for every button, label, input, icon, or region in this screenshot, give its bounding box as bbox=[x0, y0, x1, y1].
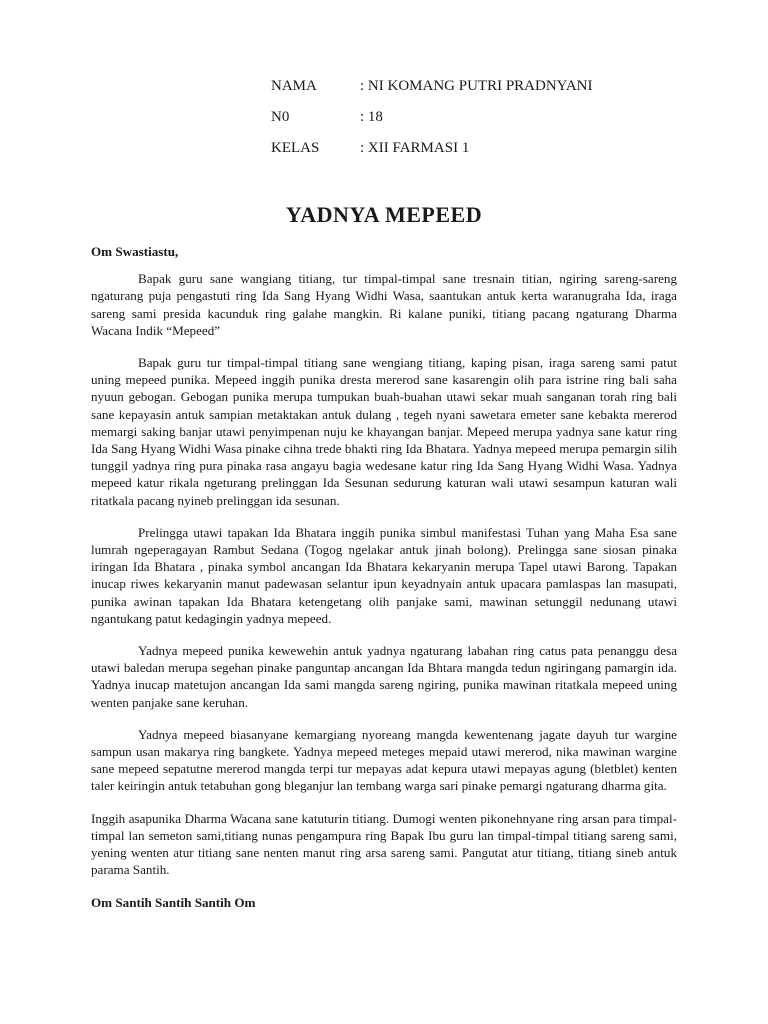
info-label: NAMA bbox=[271, 78, 317, 94]
paragraph: Bapak guru tur timpal-timpal titiang sane wengiang titiang, kaping pisan, iraga sareng sami patut uning mepeed punika. Mepeed inggih punika dresta mererod sane kasarengin olih para istrine ring bali saha nyuun gebogan. Gebogan punika merupa tumpukan buah-buahan utawi sekar muah sanganan torah ring bali sane kepayasin antuk sampian metaktakan antuk dulang , tegeh nyani sawetara emeter sane kebakta mererod memargi saking banjar utawi penyimpenan nuju ke khayangan banjar. Mepeed merupa yadnya sane katur ring Ida Sang Hyang Widhi Wasa pinake cihna trede bhakti ring Ida Bhatara. Yadnya mepeed merupa pemargin silih tunggil yadnya ring pura pinaka rasa angayu bagia wedesane katur ring Ida Sang Hyang Widhi Wasa. Yadnya mepeed katur rikala ngeturang prelinggan Ida Sesunan sedurung katuran wali utawi sesampun katuran wali ritatkala pacang nyineb prelinggan ida sesunan. bbox=[91, 355, 677, 508]
closing: Om Santih Santih Santih Om bbox=[91, 894, 256, 910]
info-label: KELAS bbox=[271, 140, 320, 156]
paragraph: Bapak guru sane wangiang titiang, tur timpal-timpal sane tresnain titian, ngiring sareng-sareng ngaturang puja pengastuti ring Ida Sang Hyang Widhi Wasa, saantukan antuk kerta waranugraha Ida, iraga sareng sami presida kacunduk ring galahe mangkin. Ri kalane puniki, titiang pacang ngaturang Dharma Wacana Indik “Mepeed” bbox=[91, 271, 677, 338]
paragraph: Yadnya mepeed punika kewewehin antuk yadnya ngaturang labahan ring catus pata penanggu desa utawi baledan merupa segehan pinake panguntap ancangan Ida Bhtara mangda tedun ngiringang pamargin ida. Yadnya inucap matetujon ancangan Ida sami mangda sareng ngiring, punika mawinan ritatkala mepeed uning wenten panjake sane keruhan. bbox=[91, 643, 677, 710]
info-row-kelas bbox=[271, 140, 593, 171]
info-value: : XII FARMASI 1 bbox=[360, 140, 470, 156]
info-label: N0 bbox=[271, 109, 290, 125]
paragraph: Prelingga utawi tapakan Ida Bhatara inggih punika simbul manifestasi Tuhan yang Maha Esa sane lumrah ngeperagayan Rambut Sedana (Togog ngelakar antuk jinah bolong). Prelingga sane siosan pinaka iringan Ida Bhatara , pinaka symbol ancangan Ida Bhatara kekaryanin merupa Tapel utawi Barong. Tapakan inucap riwes kekaryanin manut padewasan selantur ipun keyadnyain antuk upacara pamlaspas lan masupati, punika awinan tapakan Ida Bhatara ketengetang olih panjake sami, mawinan setunggil nedunang utawi ngantukang patut kedagingin yadnya mepeed. bbox=[91, 524, 677, 626]
paragraph: Yadnya mepeed biasanyane kemargiang nyoreang mangda kewentenang jagate dayuh tur wargine sampun usan makarya ring bangkete. Yadnya mepeed meteges mepaid utawi mererod, nika mawinan wargine sane mepeed sepatutne mererod mangda terpi tur mepayas adat kepura utawi mepayas agung (bletblet) kenten taler keiringin antuk tetabuhan gong bleganjur lan tembang warga sari pinake pemargi ngaturang dharma gita. bbox=[91, 726, 677, 794]
greeting: Om Swastiastu, bbox=[91, 244, 179, 259]
info-row-nama bbox=[271, 78, 593, 109]
info-value: : NI KOMANG PUTRI PRADNYANI bbox=[360, 78, 593, 94]
document-title: YADNYA MEPEED bbox=[285, 202, 483, 227]
info-row-no bbox=[271, 109, 593, 140]
student-info bbox=[271, 78, 593, 171]
info-value: : 18 bbox=[360, 109, 383, 125]
paragraph: Inggih asapunika Dharma Wacana sane katuturin titiang. Dumogi wenten pikonehnyane ring arsan para timpal-timpal lan semeton sami,titiang nunas pengampura ring Bapak Ibu guru lan timpal-timpal titiang sareng sami, yening wenten atur titiang sane nenten manut ring arsa sareng sami. Pangutat atur titiang, titiang sineb antuk parama Santih. bbox=[91, 810, 677, 878]
document-body bbox=[91, 243, 677, 924]
